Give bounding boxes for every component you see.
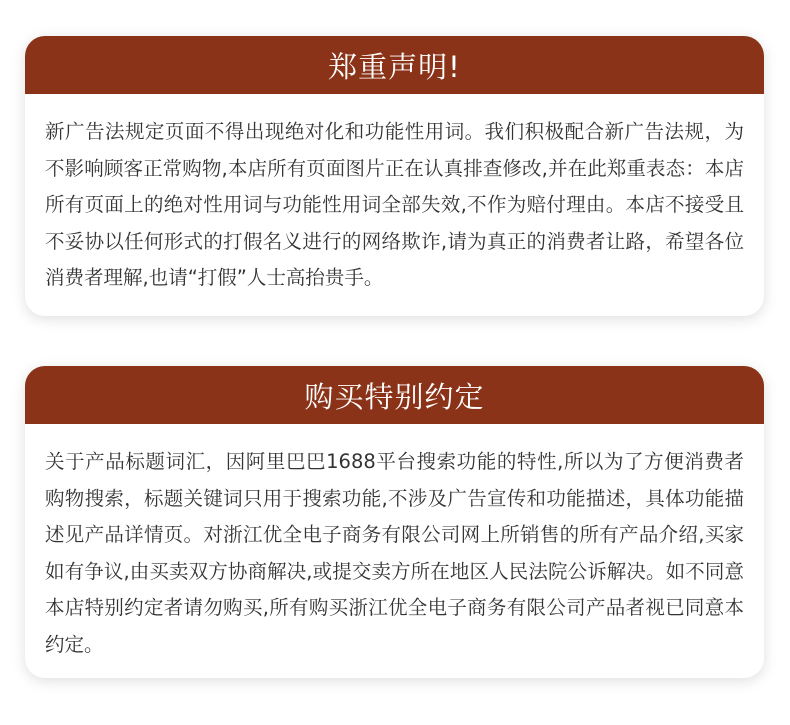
agreement-card xyxy=(25,366,764,678)
notice-body: 新广告法规定页面不得出现绝对化和功能性用词。我们积极配合新广告法规，为不影响顾客正常购物,本店所有页面图片正在认真排查修改,并在此郑重表态：本店所有页面上的绝对性用词与功能性用词全部失效,不作为赔付理由。本店不接受且不妥协以任何形式的打假名义进行的网络欺诈,请为真正的消费者让路，希望各位消费者理解,也请“打假”人士高抬贵手。 xyxy=(45,120,744,289)
agreement-title: 购买特别约定 xyxy=(25,366,764,424)
notice-title: 郑重声明! xyxy=(25,36,764,94)
notice-card xyxy=(25,36,764,316)
agreement-body: 关于产品标题词汇，因阿里巴巴1688平台搜索功能的特性,所以为了方便消费者购物搜索，标题关键词只用于搜索功能,不涉及广告宣传和功能描述，具体功能描述见产品详情页。对浙江优全电子商务有限公司网上所销售的所有产品介绍,买家如有争议,由买卖双方协商解决,或提交卖方所在地区人民法院公诉解决。如不同意本店特别约定者请勿购买,所有购买浙江优全电子商务有限公司产品者视已同意本约定。 xyxy=(45,450,744,656)
